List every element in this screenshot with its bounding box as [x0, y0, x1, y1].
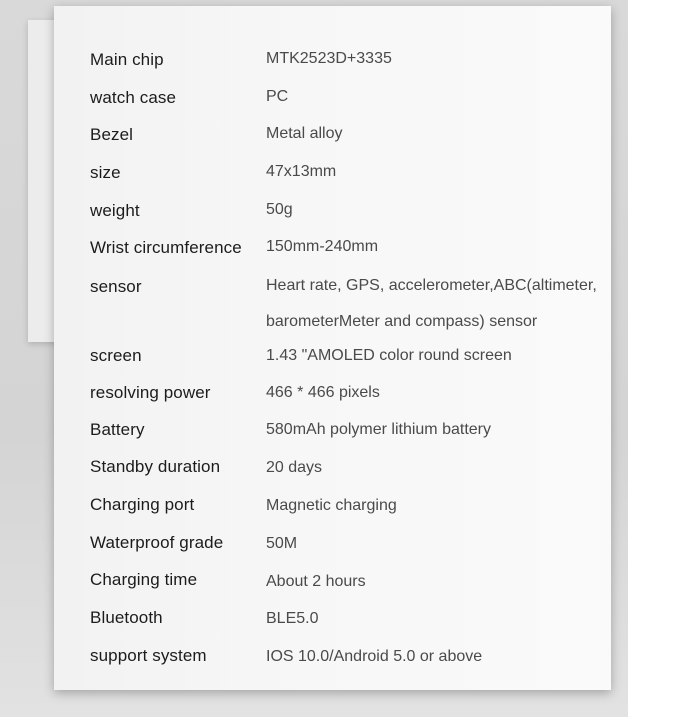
spec-row-wrist-circumference [54, 234, 611, 264]
spec-value: 47x13mm [266, 163, 337, 180]
spec-row-charging-port [54, 491, 611, 521]
background-right-margin [628, 0, 685, 717]
spec-label: sensor [90, 277, 142, 296]
spec-row-bluetooth [54, 604, 611, 634]
spec-row-waterproof-grade [54, 529, 611, 559]
spec-value: Magnetic charging [266, 497, 397, 514]
spec-label: size [90, 163, 121, 182]
spec-value: MTK2523D+3335 [266, 50, 392, 67]
spec-label: Main chip [90, 50, 164, 69]
spec-value: Metal alloy [266, 125, 343, 142]
spec-label: screen [90, 346, 142, 365]
spec-row-watch-case [54, 84, 611, 114]
spec-row-main-chip [54, 46, 611, 76]
spec-row-size [54, 159, 611, 189]
spec-label: Charging port [90, 495, 195, 514]
spec-value: 50g [266, 201, 293, 218]
spec-value: 150mm-240mm [266, 238, 379, 255]
spec-value: 50M [266, 535, 298, 552]
spec-row-support-system [54, 642, 611, 672]
spec-row-standby-duration [54, 453, 611, 483]
spec-value: 466 * 466 pixels [266, 384, 380, 401]
spec-value: barometerMeter and compass) sensor [266, 313, 538, 330]
spec-row-weight [54, 197, 611, 227]
spec-label: Standby duration [90, 457, 221, 476]
spec-row-screen [54, 342, 611, 372]
spec-value: 20 days [266, 459, 323, 476]
spec-row-sensor-continued [54, 309, 611, 339]
spec-label: Charging time [90, 570, 198, 589]
spec-row-resolving-power [54, 379, 611, 409]
spec-value: BLE5.0 [266, 610, 319, 627]
spec-value: PC [266, 88, 289, 105]
spec-label: watch case [90, 88, 177, 107]
spec-value: 1.43 "AMOLED color round screen [266, 347, 512, 364]
spec-value: 580mAh polymer lithium battery [266, 421, 491, 438]
spec-row-sensor [54, 273, 611, 303]
spec-label: Bezel [90, 125, 134, 144]
spec-value: About 2 hours [266, 573, 366, 590]
spec-label: weight [90, 201, 140, 220]
spec-value: IOS 10.0/Android 5.0 or above [266, 648, 483, 665]
spec-label: support system [90, 646, 207, 665]
spec-row-battery [54, 416, 611, 446]
spec-label: Waterproof grade [90, 533, 224, 552]
spec-label: Wrist circumference [90, 238, 242, 257]
spec-label: Battery [90, 420, 145, 439]
spec-row-charging-time [54, 566, 611, 596]
spec-label: resolving power [90, 383, 211, 402]
spec-card [54, 6, 611, 690]
spec-label: Bluetooth [90, 608, 163, 627]
spec-row-bezel [54, 121, 611, 151]
spec-value: Heart rate, GPS, accelerometer,ABC(altimeter, [266, 277, 597, 294]
